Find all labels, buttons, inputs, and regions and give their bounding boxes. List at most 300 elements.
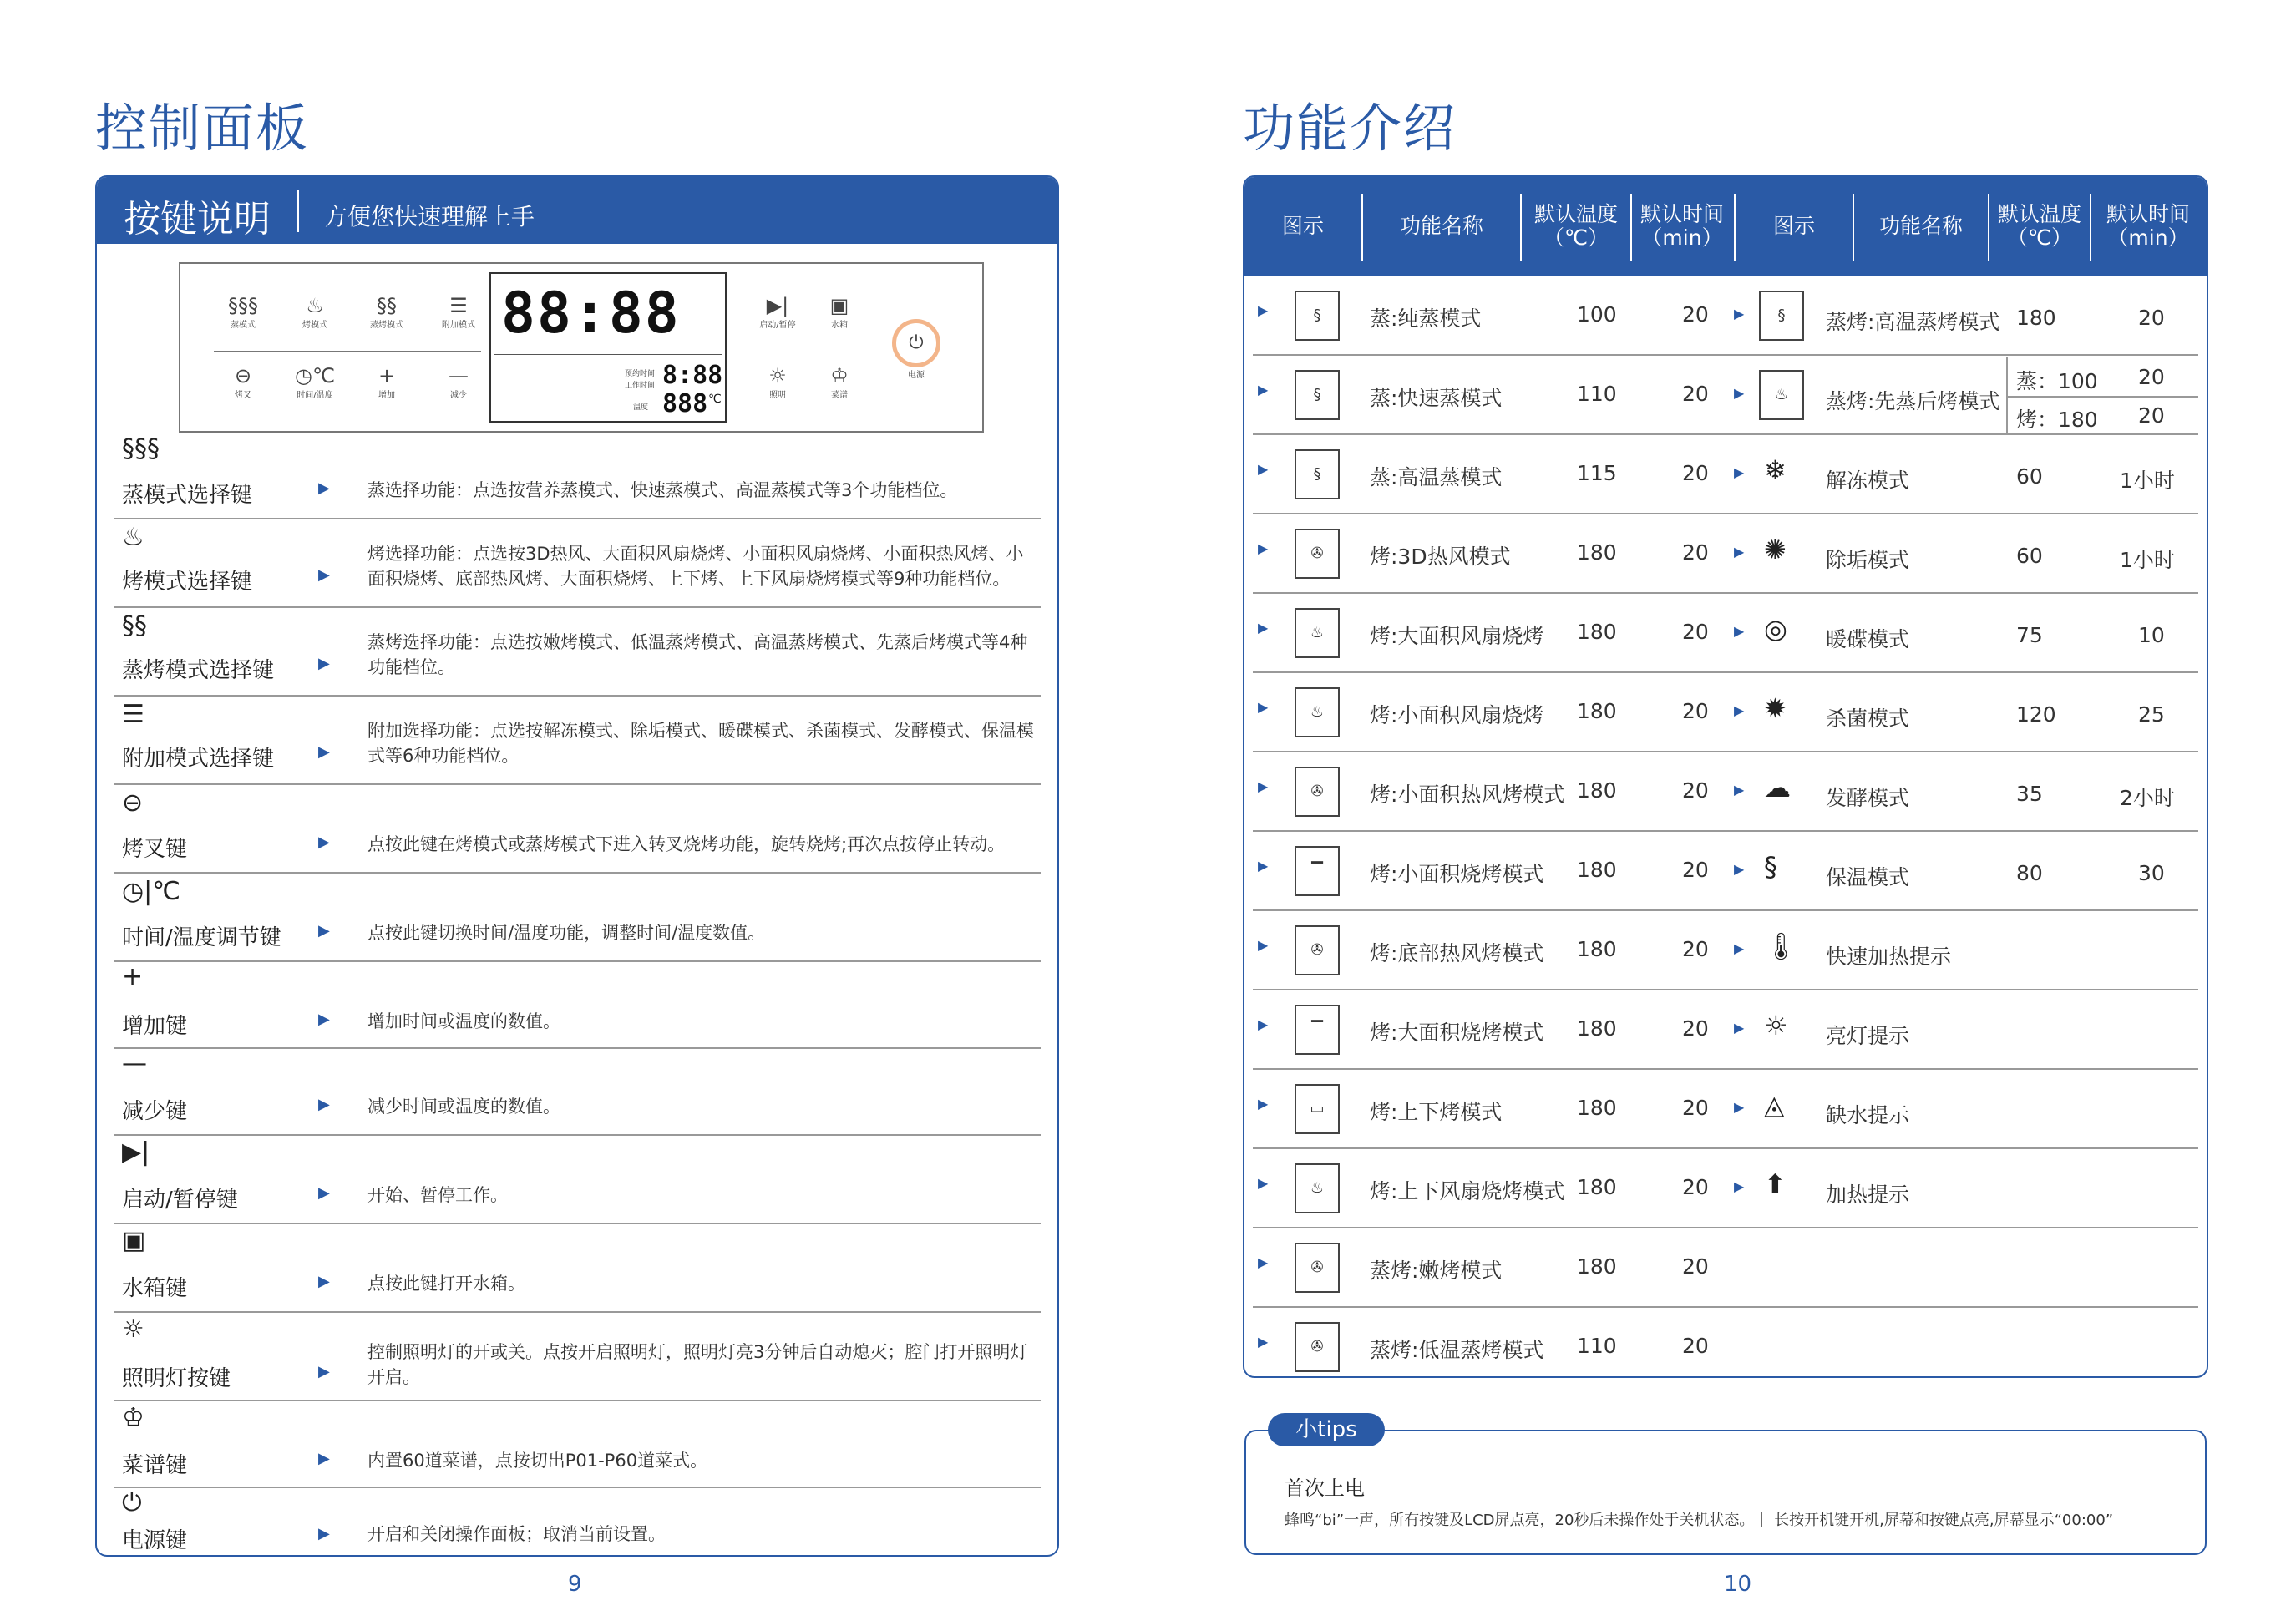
plus-icon: + [122,962,144,991]
function-temp: 180 [1577,937,1617,961]
row-divider [1729,830,2198,832]
row-divider [1729,909,2198,911]
tips-box [1244,1430,2207,1555]
recipe-icon: ♔ [122,1403,144,1432]
power-icon: ⏻ [892,319,940,367]
arrow-right-icon: ▶ [1734,1020,1745,1036]
panel-key-steam[interactable] [214,294,272,330]
function-temp: 35 [2016,782,2043,806]
col-name-header [1854,177,1988,276]
col-time-header [2091,177,2205,276]
header-text: 默认温度 [1533,202,1618,226]
arrow-right-icon: ▶ [1734,1178,1745,1194]
panel-key-minus[interactable] [429,364,488,400]
panel-key-label: 水箱 [831,321,848,330]
key-desc: 蒸烤选择功能：点选按嫩烤模式、低温蒸烤模式、高温蒸烤模式、先蒸后烤模式等4种功能档位。 [367,632,1028,677]
control-panel-drawing [179,262,984,433]
header-text: 图示 [1281,214,1324,238]
function-row [1729,833,2198,911]
function-time: 20 [1682,937,1709,961]
arrow-right-icon: ▶ [1258,1175,1269,1191]
recipe-icon: ♔ [830,364,849,388]
arrow-right-icon: ▶ [318,1363,330,1380]
arrow-right-icon: ▶ [318,1525,330,1542]
col-icon-header [1736,177,1853,276]
function-temp: 120 [2016,702,2056,727]
function-temp: 60 [2016,464,2043,489]
bake-icon: ♨ [306,294,324,317]
function-time: 20 [1682,1254,1709,1279]
function-name: 暖碟模式 [1826,627,1910,651]
function-row [1729,912,2198,990]
lcd-temp-digits: 888 [662,389,708,418]
quick-heat-icon: 🌡 [1764,930,1798,962]
key-row-steam [114,431,1041,519]
lcd-main-digits: 88:88 [501,281,681,347]
arrow-right-icon: ▶ [318,833,330,851]
light-on-icon: ☼ [1764,1010,1788,1041]
arrow-right-icon: ▶ [1734,861,1745,877]
function-time: 20 [1682,858,1709,882]
arrow-right-icon: ▶ [318,1011,330,1028]
header-text: （min） [2107,225,2189,250]
key-name: 时间/温度调节键 [122,925,281,950]
key-name: 菜谱键 [122,1453,188,1478]
function-row [1253,1309,2198,1378]
row-divider [1729,1068,2198,1070]
row-divider [1729,354,2198,356]
panel-key-label: 蒸模式 [231,321,256,330]
arrow-right-icon: ▶ [318,566,330,584]
function-name: 蒸烤:高温蒸烤模式 [1826,310,2000,334]
header-text: 功能名称 [1878,214,1963,238]
header-text: （min） [1641,225,1723,250]
key-row-start [114,1134,1041,1224]
key-desc: 蒸选择功能：点选按营养蒸模式、快速蒸模式、高温蒸模式等3个功能档位。 [367,480,958,500]
function-name: 烤:小面积烧烤模式 [1370,862,1544,886]
lcd-label-work: 工作时间 [625,382,656,390]
function-temp: 110 [1577,382,1617,406]
low-temp-steam-bake-icon: ✇ [1295,1322,1340,1372]
key-desc: 烤选择功能：点选按3D热风、大面积风扇烧烤、小面积风扇烧烤、小面积热风烤、小面积烧烤、底部热风烤、大面积烧烤、上下烤、上下风扇烧烤模式等9种功能档位。 [367,544,1024,589]
arrow-right-icon: ▶ [1734,464,1745,480]
lcd-small-digits: 8:88 [662,361,723,390]
function-temp: 115 [1577,461,1617,485]
key-row-time-temp [114,872,1041,962]
start-icon: ▶| [122,1137,150,1167]
light-icon: ☼ [768,364,787,388]
arrow-right-icon: ▶ [318,655,330,672]
function-row [1729,1150,2198,1228]
lcd-label-temp: 温度 [633,403,649,412]
function-name: 蒸:高温蒸模式 [1370,465,1503,489]
function-row [1729,277,2198,356]
arrow-right-icon: ▶ [1734,544,1745,560]
defrost-icon: ❄ [1764,454,1787,486]
minus-icon: — [122,1049,147,1078]
function-name: 烤:上下风扇烧烤模式 [1370,1179,1565,1203]
col-icon-header [1244,177,1361,276]
right-page-title: 功能介绍 [1243,98,1457,159]
key-desc: 点按此键在烤模式或蒸烤模式下进入转叉烧烤功能，旋转烧烤;再次点按停止转动。 [367,834,1006,854]
panel-key-start[interactable] [748,294,807,330]
small-fan-grill-icon: ♨ [1295,687,1340,737]
arrow-right-icon: ▶ [1734,782,1745,798]
key-desc: 开启和关闭操作面板；取消当前设置。 [367,1524,666,1544]
water-tank-icon: ▣ [829,294,849,317]
function-row [1729,357,2198,435]
key-name: 减少键 [122,1099,188,1124]
panel-key-bake[interactable] [286,294,344,330]
panel-key-extra[interactable] [429,294,488,330]
steam-icon: §§§ [122,434,160,464]
arrow-right-icon: ▶ [1258,382,1269,398]
function-temp: 80 [2016,861,2043,885]
panel-key-power[interactable] [887,319,945,380]
tender-bake-icon: ✇ [1295,1243,1340,1293]
row-divider [1729,513,2198,514]
function-name: 蒸烤:低温蒸烤模式 [1370,1338,1544,1362]
function-row [1729,515,2198,594]
function-temp: 180 [2016,306,2056,330]
arrow-right-icon: ▶ [1258,937,1269,953]
panel-key-label: 增加 [378,391,395,400]
row-divider [1729,751,2198,752]
panel-key-label: 启动/暂停 [759,321,796,330]
key-name: 启动/暂停键 [122,1188,238,1213]
arrow-right-icon: ▶ [1258,1096,1269,1112]
panel-key-label: 烤叉 [235,391,251,400]
function-name: 烤:大面积风扇烧烤 [1370,624,1544,648]
steam-bake-icon: §§ [122,611,147,641]
arrow-right-icon: ▶ [1258,778,1269,794]
function-name: 蒸烤:先蒸后烤模式 [1826,389,2000,413]
left-page-title: 控制面板 [95,98,310,159]
function-name: 烤:底部热风烤模式 [1370,941,1544,965]
key-name: 照明灯按键 [122,1366,231,1391]
function-time-steam: 20 [2138,365,2165,389]
arrow-right-icon: ▶ [1258,1016,1269,1032]
key-description-title: 按键说明 [124,198,271,241]
page-number-left: 9 [568,1572,582,1597]
function-temp: 100 [1577,302,1617,327]
no-water-icon: ◬ [1764,1089,1785,1121]
arrow-right-icon: ▶ [318,922,330,940]
panel-key-label: 时间/温度 [297,391,333,400]
light-icon: ☼ [122,1315,144,1344]
function-time: 20 [1682,778,1709,803]
function-time-bake: 20 [2138,403,2165,428]
cell-divider [2006,396,2198,398]
keep-warm-icon: § [1764,851,1777,883]
arrow-right-icon: ▶ [1258,620,1269,636]
header-text: （℃） [2006,225,2073,250]
ferment-icon: ☁ [1764,772,1791,803]
arrow-right-icon: ▶ [1258,302,1269,318]
arrow-right-icon: ▶ [1734,306,1745,322]
function-time: 1小时 [2120,548,2175,572]
function-name: 杀菌模式 [1826,707,1910,731]
function-time: 20 [1682,1096,1709,1120]
tips-text: 蜂鸣“bi”一声，所有按键及LCD屏点亮，20秒后未操作处于关机状态。｜ 长按开机键开机,屏幕和按键点亮,屏幕显示“00:00” [1285,1512,2114,1529]
pure-steam-icon: § [1295,291,1340,341]
key-desc: 附加选择功能：点选按解冻模式、除垢模式、暖碟模式、杀菌模式、发酵模式、保温模式等6种功能档位。 [367,721,1034,766]
function-time: 20 [1682,699,1709,723]
steam-icon: §§§ [228,294,258,317]
function-row [1729,595,2198,673]
plus-icon: + [378,364,396,388]
function-temp: 180 [1577,778,1617,803]
key-row-light [114,1311,1041,1401]
function-time: 25 [2138,702,2165,727]
function-time: 20 [1682,461,1709,485]
function-temp: 180 [1577,699,1617,723]
arrow-right-icon: ▶ [318,1184,330,1202]
function-time: 20 [1682,1334,1709,1358]
bake-icon: ♨ [122,523,144,552]
3d-hot-air-icon: ✇ [1295,529,1340,579]
function-time: 20 [1682,302,1709,327]
arrow-right-icon: ▶ [1258,1334,1269,1350]
steam-bake-icon: §§ [377,294,397,317]
key-row-plus [114,960,1041,1049]
panel-key-label: 电源 [908,371,925,380]
function-name: 蒸:纯蒸模式 [1370,306,1482,331]
panel-key-label: 烤模式 [302,321,327,330]
arrow-right-icon: ▶ [318,1273,330,1290]
function-table-header [1244,177,2207,276]
function-row [1729,674,2198,752]
key-row-minus [114,1047,1041,1136]
time-temp-icon: ◷|℃ [122,877,180,906]
panel-key-water-tank[interactable] [810,294,869,330]
function-time: 2小时 [2120,786,2175,810]
function-time: 20 [1682,620,1709,644]
bottom-hot-air-icon: ✇ [1295,925,1340,975]
function-name: 缺水提示 [1826,1103,1910,1127]
function-name: 解冻模式 [1826,469,1910,493]
large-fan-grill-icon: ♨ [1295,608,1340,658]
function-temp: 180 [1577,620,1617,644]
header-divider [297,190,299,232]
arrow-right-icon: ▶ [1734,623,1745,639]
high-temp-steam-icon: § [1295,449,1340,499]
arrow-right-icon: ▶ [318,1096,330,1113]
function-row [1729,436,2198,514]
arrow-right-icon: ▶ [318,479,330,497]
function-name: 烤:3D热风模式 [1370,545,1511,569]
function-temp: 75 [2016,623,2043,647]
tips-tag: 小tips [1268,1413,1385,1446]
function-name: 蒸烤:嫩烤模式 [1370,1259,1503,1283]
function-name: 除垢模式 [1826,548,1910,572]
key-row-recipe [114,1400,1041,1488]
function-time: 30 [2138,861,2165,885]
panel-key-label: 照明 [769,391,786,400]
key-desc: 点按此键打开水箱。 [367,1274,525,1294]
function-name: 烤:小面积风扇烧烤 [1370,703,1544,727]
row-divider [1253,1306,2198,1308]
lcd-divider [494,354,722,355]
row-divider [1729,671,2198,673]
col-name-header [1363,177,1520,276]
key-name: 增加键 [122,1014,188,1039]
function-temp: 180 [1577,1175,1617,1199]
key-name: 水箱键 [122,1276,188,1301]
function-row [1729,991,2198,1070]
key-desc: 增加时间或温度的数值。 [367,1011,560,1031]
key-name: 附加模式选择键 [122,747,275,772]
function-time: 20 [1682,1016,1709,1041]
key-name: 烤叉键 [122,837,188,862]
panel-key-steam-bake[interactable] [357,294,416,330]
key-row-water-tank [114,1223,1041,1313]
power-icon: ⏻ [122,1488,142,1517]
function-temp: 60 [2016,544,2043,568]
arrow-right-icon: ▶ [1258,858,1269,874]
water-tank-icon: ▣ [122,1226,146,1255]
steam-then-bake-icon: ♨ [1759,370,1804,420]
function-name: 烤:上下烤模式 [1370,1100,1503,1124]
plate-warm-icon: ◎ [1764,613,1787,645]
arrow-right-icon: ▶ [1258,540,1269,556]
quick-steam-icon: § [1295,370,1340,420]
function-name: 烤:小面积热风烤模式 [1370,783,1565,807]
function-row [1253,1229,2198,1308]
function-temp: 180 [1577,858,1617,882]
key-row-steam-bake [114,606,1041,697]
panel-key-label: 附加模式 [442,321,475,330]
arrow-right-icon: ▶ [318,1450,330,1467]
header-text: 默认时间 [1640,202,1724,226]
function-name: 亮灯提示 [1826,1024,1910,1048]
minus-icon: — [449,364,469,388]
key-description-header [97,177,1057,244]
arrow-right-icon: ▶ [1258,461,1269,477]
descale-icon: ✺ [1764,534,1787,565]
arrow-right-icon: ▶ [1734,1099,1745,1115]
small-hot-air-icon: ✇ [1295,767,1340,817]
panel-key-label: 蒸烤模式 [370,321,403,330]
key-row-bake [114,518,1041,608]
large-grill-icon: ▔ [1295,1005,1340,1055]
function-time: 20 [2138,306,2165,330]
panel-divider [214,351,481,352]
function-temp: 110 [1577,1334,1617,1358]
function-temp: 180 [1577,540,1617,565]
function-name: 快速加热提示 [1826,945,1952,969]
panel-key-rotisserie[interactable] [214,364,272,400]
heating-icon: ⬆ [1764,1168,1787,1200]
function-temp-steam: 蒸：100 [2016,369,2098,393]
top-bottom-fan-icon: ♨ [1295,1163,1340,1213]
panel-key-light[interactable] [748,364,807,400]
header-text: 功能名称 [1399,214,1483,238]
row-divider [1729,989,2198,990]
small-grill-icon: ▔ [1295,846,1340,896]
key-description-panel [95,175,1059,1557]
function-name: 加热提示 [1826,1183,1910,1207]
panel-key-label: 菜谱 [831,391,848,400]
key-name: 蒸模式选择键 [122,483,253,508]
function-name: 保温模式 [1826,865,1910,889]
col-time-header [1632,177,1732,276]
arrow-right-icon: ▶ [1734,385,1745,401]
start-icon: ▶| [766,294,789,317]
key-desc: 点按此键切换时间/温度功能，调整时间/温度数值。 [367,923,766,943]
function-time: 1小时 [2120,469,2175,493]
key-description-subtitle: 方便您快速理解上手 [324,203,535,230]
arrow-right-icon: ▶ [1734,702,1745,718]
header-text: 默认温度 [1997,202,2081,226]
lcd-temp-unit: ℃ [708,393,722,406]
function-name: 烤:大面积烧烤模式 [1370,1021,1544,1045]
panel-key-label: 减少 [450,391,467,400]
arrow-right-icon: ▶ [1258,699,1269,715]
rotisserie-icon: ⊖ [122,788,144,818]
lcd-label-preset: 预约时间 [625,370,656,378]
extra-icon: ☰ [449,294,468,317]
function-name: 发酵模式 [1826,786,1910,810]
row-divider [1729,433,2198,435]
key-desc: 控制照明灯的开或关。点按开启照明灯，照明灯亮3分钟后自动熄灭；腔门打开照明灯开启。 [367,1342,1028,1387]
function-row [1729,1071,2198,1149]
arrow-right-icon: ▶ [318,743,330,761]
function-temp: 180 [1577,1016,1617,1041]
row-divider [1729,592,2198,594]
col-temp-header [1989,177,2090,276]
arrow-right-icon: ▶ [1734,940,1745,956]
key-row-extra [114,695,1041,785]
function-time: 20 [1682,382,1709,406]
function-temp: 180 [1577,1254,1617,1279]
time-temp-icon: ◷℃ [295,364,335,388]
key-row-rotisserie [114,783,1041,874]
key-desc: 内置60道菜谱，点按切出P01-P60道菜式。 [367,1451,708,1471]
function-temp-bake: 烤：180 [2016,408,2098,432]
panel-key-plus[interactable] [357,364,416,400]
key-desc: 减少时间或温度的数值。 [367,1097,560,1117]
col-temp-header [1522,177,1630,276]
row-divider [1729,1147,2198,1149]
extra-icon: ☰ [122,700,144,729]
top-bottom-icon: ▭ [1295,1084,1340,1134]
header-text: 默认时间 [2106,202,2190,226]
rotisserie-icon: ⊖ [234,364,252,388]
sterilize-icon: ✹ [1764,692,1787,724]
key-name: 电源键 [122,1528,188,1553]
function-table [1243,175,2208,1378]
function-time: 10 [2138,623,2165,647]
function-temp: 180 [1577,1096,1617,1120]
function-row [1729,753,2198,832]
header-text: 图示 [1772,214,1815,238]
key-name: 蒸烤模式选择键 [122,658,275,683]
key-desc: 开始、暂停工作。 [367,1185,508,1205]
key-row-power [114,1487,1041,1553]
function-time: 20 [1682,1175,1709,1199]
function-time: 20 [1682,540,1709,565]
panel-key-recipe[interactable] [810,364,869,400]
lcd-display [489,272,727,423]
key-name: 烤模式选择键 [122,570,253,595]
arrow-right-icon: ▶ [1258,1254,1269,1270]
header-text: （℃） [1543,225,1609,250]
panel-key-time-temp[interactable] [286,364,344,400]
page-number-right: 10 [1724,1572,1752,1597]
function-name: 蒸:快速蒸模式 [1370,386,1503,410]
tips-title: 首次上电 [1285,1477,1365,1500]
